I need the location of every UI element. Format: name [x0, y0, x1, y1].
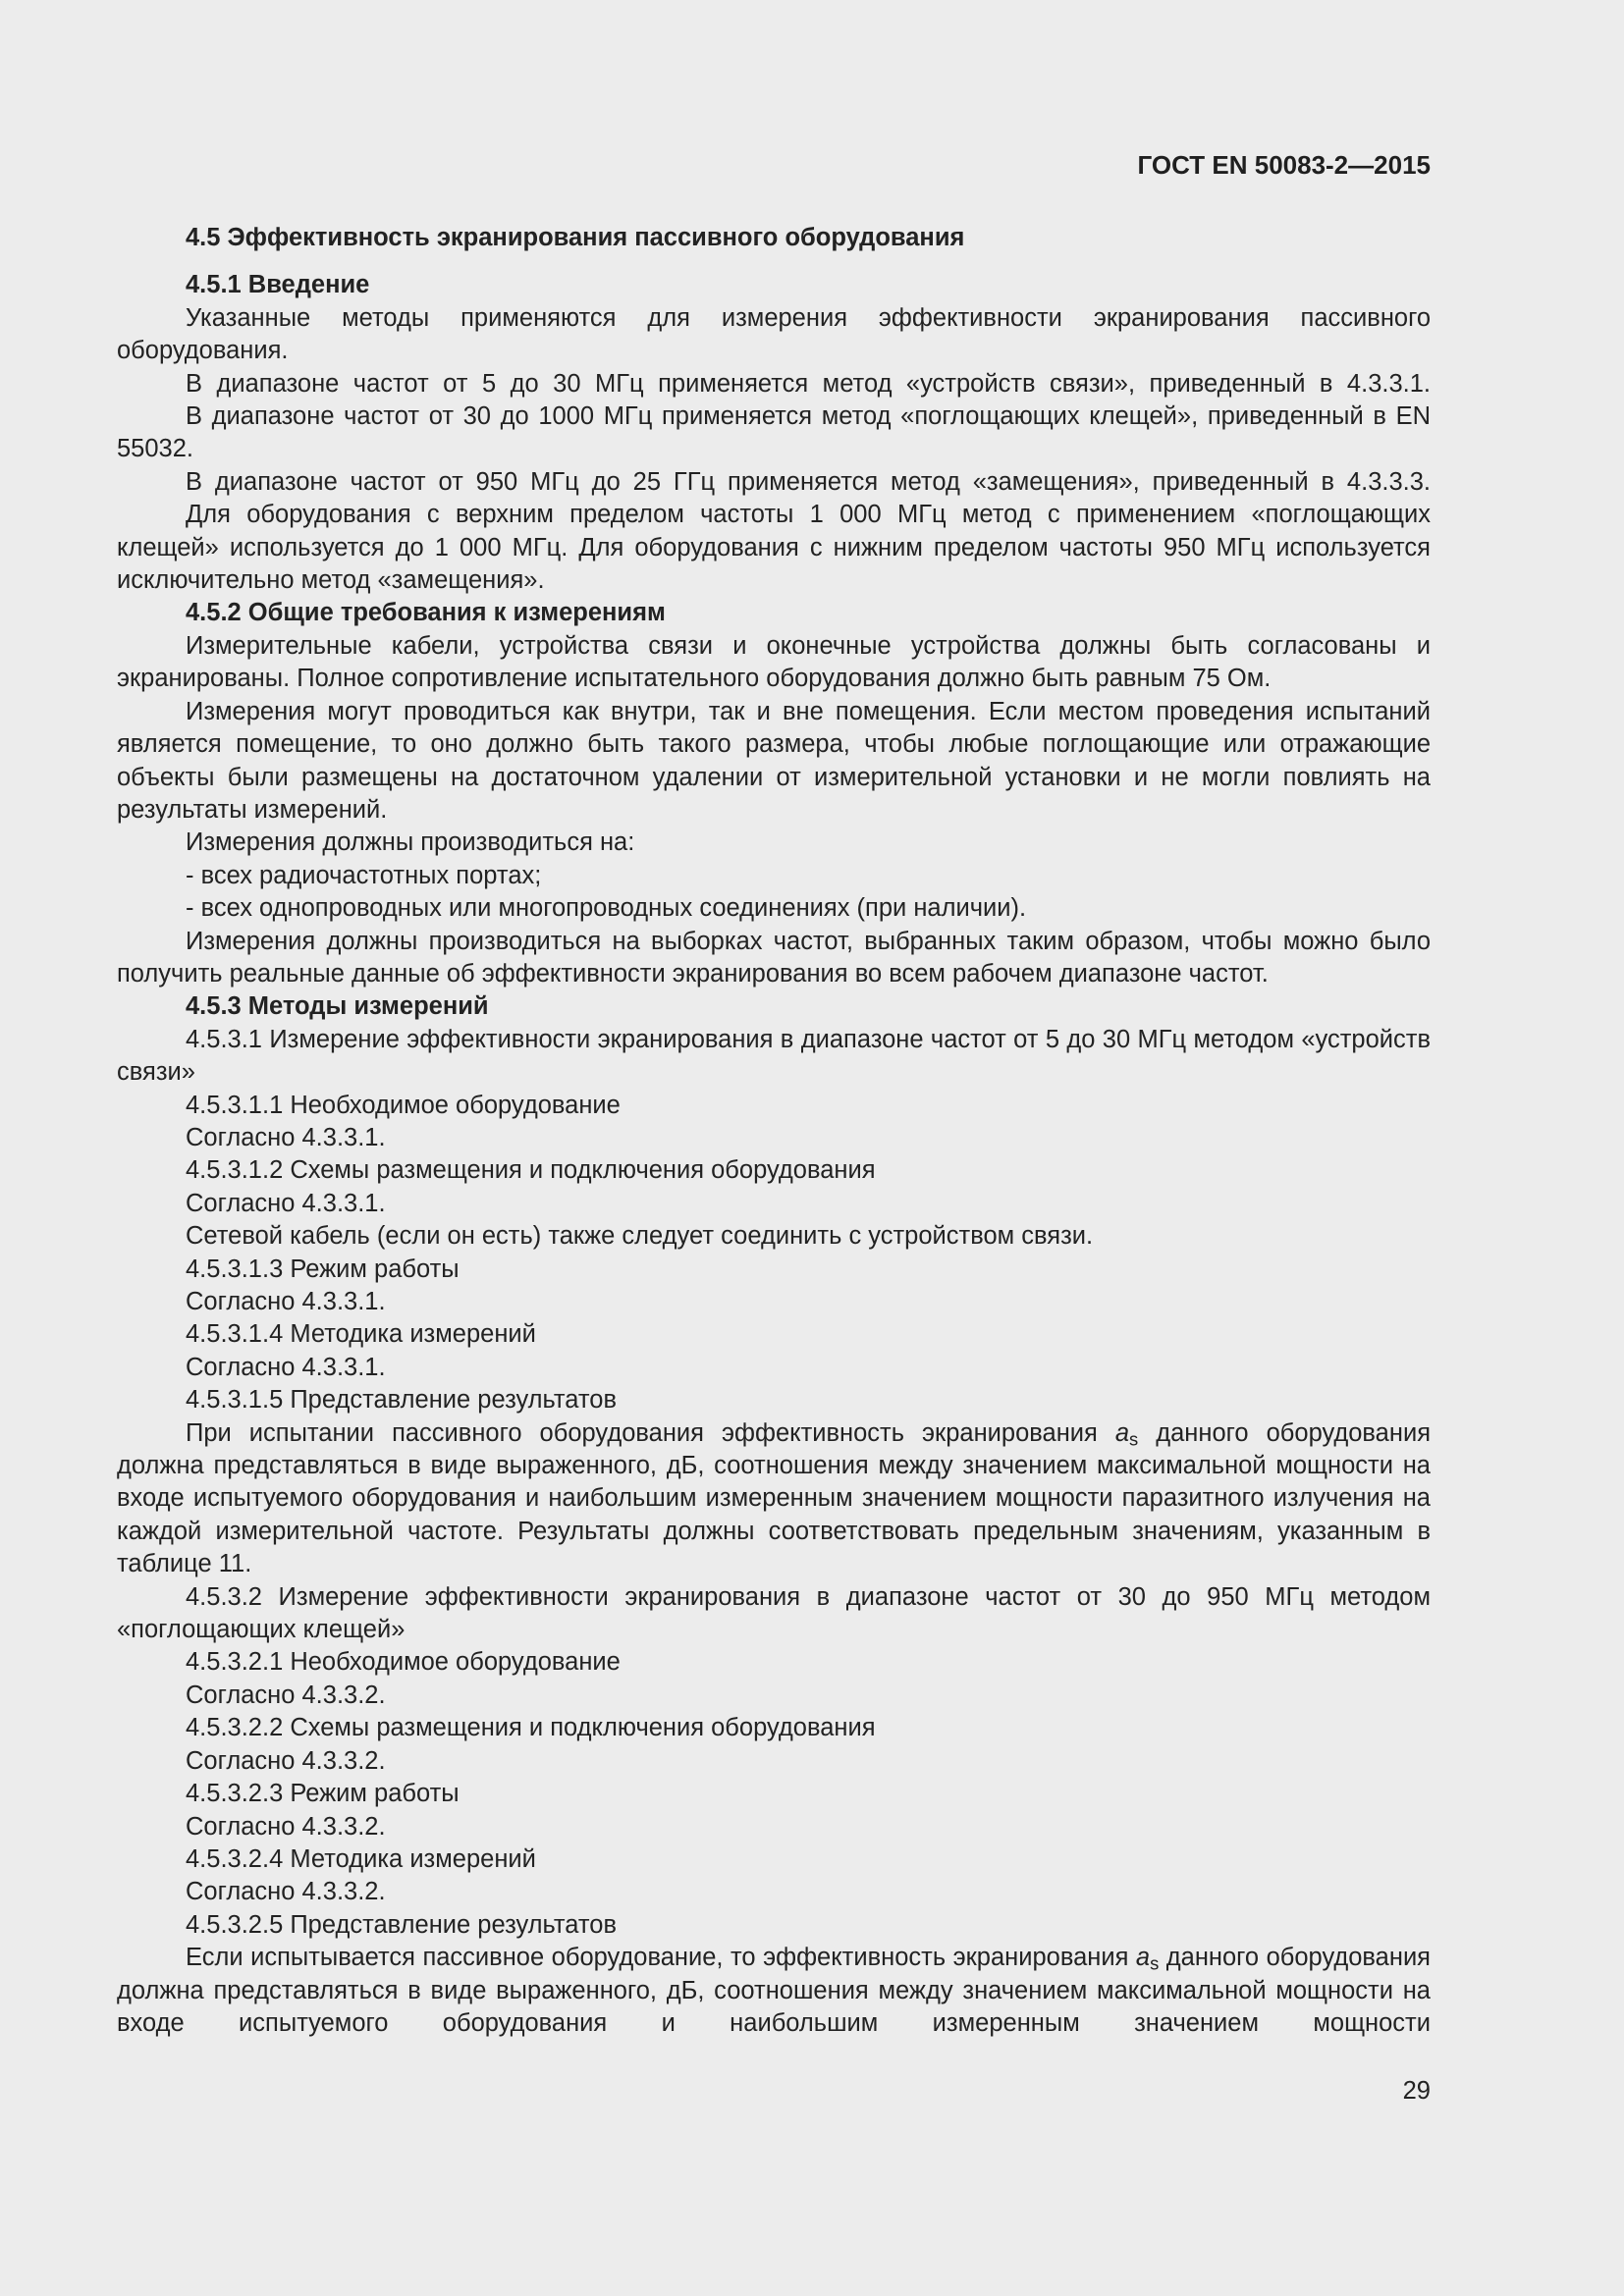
- clause-title: 4.5.3.2.3 Режим работы: [186, 1780, 460, 1808]
- clause-title: 4.5.3.1.3 Режим работы: [186, 1255, 460, 1283]
- paragraph: Согласно 4.3.3.1.: [186, 1189, 386, 1217]
- paragraph: 4.5.3.2 Измерение эффективности экранирования в диапазоне частот от 30 до 950 МГц методом «поглощающих клещей»: [117, 1582, 1431, 1644]
- subsection-heading: 4.5.3 Методы измерений: [186, 992, 489, 1021]
- symbol-subscript: s: [1129, 1428, 1139, 1450]
- document-body: [117, 222, 1431, 2040]
- clause-title: 4.5.3.2.4 Методика измерений: [186, 1844, 536, 1873]
- paragraph: Измерительные кабели, устройства связи и оконечные устройства должны быть согласованы и экранированы. Полное сопротивление испытательного оборудования должно быть равным 75 Ом.: [117, 631, 1431, 693]
- clause-title: 4.5.3.1.5 Представление результатов: [186, 1386, 617, 1415]
- page-number: 29: [1402, 2077, 1431, 2105]
- clause-title: 4.5.3.1.4 Методика измерений: [186, 1320, 536, 1349]
- paragraph: 4.5.3.1 Измерение эффективности экранирования в диапазоне частот от 5 до 30 МГц методом «устройств связи»: [117, 1025, 1431, 1087]
- paragraph: Согласно 4.3.3.1.: [186, 1288, 386, 1315]
- text-run: данного оборудования должна представляться в виде выраженного, дБ, соотношения между значением максимальной мощности на входе испытуемого оборудования и наибольшим измеренным значением мощности паразитного излучения на каждой измерительной частоте. Результаты должны соответствовать предельным значениям, указанным в таблице 11.: [117, 1418, 1432, 1578]
- text-run: При испытании пассивного оборудования эффективность экранирования: [186, 1418, 1115, 1447]
- subsection-heading: 4.5.1 Введение: [186, 271, 370, 299]
- paragraph: Согласно 4.3.3.2.: [186, 1681, 386, 1709]
- paragraph: Измерения должны производиться на:: [186, 828, 635, 857]
- clause-title: 4.5.3.2.2 Схемы размещения и подключения оборудования: [186, 1714, 876, 1742]
- text-run: данного оборудования должна представляться в виде выраженного, дБ, соотношения между значением максимальной мощности на входе испытуемого оборудования и наибольшим измеренным значением мощности: [117, 1944, 1431, 2037]
- paragraph: В диапазоне частот от 5 до 30 МГц применяется метод «устройств связи», приведенный в 4.3.3.1.: [186, 369, 1431, 398]
- paragraph: Измерения должны производиться на выборках частот, выбранных таким образом, чтобы можно было получить реальные данные об эффективности экранирования во всем рабочем диапазоне частот.: [117, 927, 1431, 988]
- symbol-base: a: [1135, 1944, 1151, 1972]
- paragraph: Указанные методы применяются для измерения эффективности экранирования пассивного оборудования.: [117, 303, 1431, 365]
- list-item: - всех радиочастотных портах;: [186, 861, 542, 889]
- symbol-base: a: [1114, 1418, 1130, 1447]
- clause-title: 4.5.3.2.1 Необходимое оборудование: [186, 1648, 621, 1677]
- symbol-as: [1135, 1944, 1160, 1974]
- paragraph: В диапазоне частот от 950 МГц до 25 ГГц применяется метод «замещения», приведенный в 4.3.3.3.: [186, 467, 1431, 496]
- paragraph: [117, 1417, 1431, 1581]
- paragraph: Согласно 4.3.3.1.: [186, 1123, 386, 1151]
- paragraph: В диапазоне частот от 30 до 1000 МГц применяется метод «поглощающих клещей», приведенный в EN 55032.: [117, 402, 1431, 463]
- paragraph: [117, 1942, 1431, 2040]
- paragraph: Согласно 4.3.3.2.: [186, 1878, 386, 1906]
- subsection-heading: 4.5.2 Общие требования к измерениям: [186, 599, 666, 627]
- document-header: ГОСТ EN 50083-2—2015: [1137, 150, 1431, 180]
- list-item: - всех однопроводных или многопроводных соединениях (при наличии).: [186, 894, 1027, 923]
- clause-title: 4.5.3.1.2 Схемы размещения и подключения оборудования: [186, 1156, 876, 1185]
- paragraph: Согласно 4.3.3.1.: [186, 1353, 386, 1381]
- paragraph: Для оборудования с верхним пределом частоты 1 000 МГц метод с применением «поглощающих клещей» используется до 1 000 МГц. Для оборудования с нижним пределом частоты 950 МГц используется исключительно метод «замещения».: [117, 501, 1431, 595]
- paragraph: Согласно 4.3.3.2.: [186, 1746, 386, 1775]
- symbol-subscript: s: [1150, 1952, 1160, 1974]
- text-run: Если испытывается пассивное оборудование, то эффективность экранирования: [186, 1944, 1136, 1972]
- paragraph: Согласно 4.3.3.2.: [186, 1812, 386, 1841]
- section-heading: 4.5 Эффективность экранирования пассивного оборудования: [186, 224, 965, 251]
- paragraph: Измерения могут проводиться как внутри, так и вне помещения. Если местом проведения испытаний является помещение, то оно должно быть такого размера, чтобы любые поглощающие или отражающие объекты были размещены на достаточном удалении от измерительной установки и не могли повлиять на результаты измерений.: [117, 697, 1431, 824]
- clause-title: 4.5.3.2.5 Представление результатов: [186, 1910, 617, 1939]
- symbol-as: [1114, 1418, 1139, 1450]
- paragraph: Сетевой кабель (если он есть) также следует соединить с устройством связи.: [186, 1222, 1094, 1251]
- clause-title: 4.5.3.1.1 Необходимое оборудование: [186, 1091, 621, 1119]
